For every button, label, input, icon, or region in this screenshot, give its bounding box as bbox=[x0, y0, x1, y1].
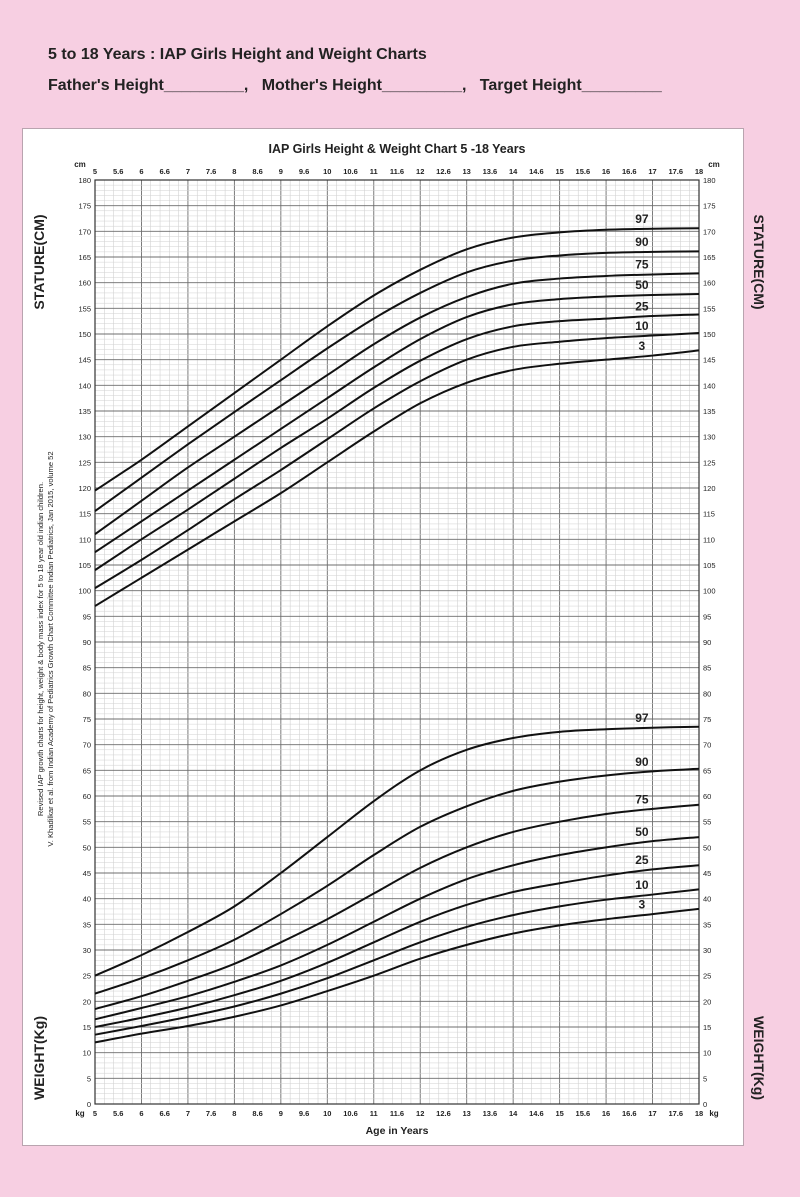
y-tick-label-left: 145 bbox=[78, 355, 91, 365]
chart-text bbox=[36, 142, 720, 1137]
y-tick-label-right: 25 bbox=[703, 971, 712, 981]
weight-label-p25: 25 bbox=[635, 853, 649, 868]
x-tick-label-bottom: 10 bbox=[323, 1109, 332, 1118]
y-tick-label-right: 170 bbox=[703, 227, 716, 237]
height-label-p10: 10 bbox=[635, 318, 649, 333]
x-tick-label-bottom: 7.6 bbox=[205, 1109, 217, 1118]
unit-label-bottom-right: kg bbox=[709, 1109, 719, 1118]
x-tick-label-bottom: 12.6 bbox=[436, 1109, 451, 1118]
y-tick-label-right: 10 bbox=[703, 1048, 712, 1058]
x-tick-label-bottom: 15 bbox=[555, 1109, 564, 1118]
x-tick-label-bottom: 16.6 bbox=[622, 1109, 637, 1118]
y-tick-label-left: 30 bbox=[82, 946, 91, 955]
y-tick-label-left: 95 bbox=[82, 612, 91, 622]
x-tick-label-bottom: 12 bbox=[416, 1109, 425, 1118]
y-tick-label-left: 50 bbox=[82, 843, 91, 853]
x-tick-label-top: 7.6 bbox=[205, 167, 217, 176]
y-tick-label-right: 35 bbox=[703, 920, 712, 930]
y-tick-label-left: 25 bbox=[82, 971, 91, 981]
y-tick-label-left: 5 bbox=[86, 1074, 91, 1084]
y-tick-label-left: 45 bbox=[82, 869, 91, 878]
y-tick-label-right: 70 bbox=[703, 740, 712, 750]
y-axis-label-weight-left: WEIGHT(Kg) bbox=[31, 1016, 47, 1100]
height-label-p25: 25 bbox=[635, 299, 649, 314]
y-tick-label-left: 40 bbox=[82, 894, 91, 904]
x-tick-label-top: 13.6 bbox=[482, 167, 498, 176]
y-tick-label-right: 5 bbox=[703, 1074, 708, 1084]
y-tick-label-left: 70 bbox=[82, 740, 91, 750]
x-tick-label-bottom: 7 bbox=[185, 1109, 191, 1118]
y-tick-label-left: 85 bbox=[82, 663, 91, 673]
y-tick-label-left: 100 bbox=[78, 586, 91, 596]
y-tick-label-left: 115 bbox=[79, 509, 91, 519]
y-tick-label-right: 155 bbox=[703, 304, 716, 314]
x-tick-label-bottom: 11.6 bbox=[389, 1109, 405, 1118]
y-tick-label-left: 80 bbox=[82, 689, 91, 699]
x-tick-label-bottom: 14.6 bbox=[529, 1109, 544, 1118]
x-tick-label-top: 14 bbox=[508, 167, 518, 176]
y-tick-label-right: 45 bbox=[703, 869, 712, 878]
weight-line-p75 bbox=[95, 805, 699, 1009]
y-tick-label-right: 105 bbox=[703, 561, 716, 570]
x-tick-label-bottom: 9 bbox=[278, 1109, 283, 1118]
y-tick-label-left: 130 bbox=[78, 432, 91, 442]
y-tick-label-left: 75 bbox=[82, 715, 91, 724]
height-line-p90 bbox=[95, 251, 699, 511]
x-tick-label-bottom: 5.6 bbox=[113, 1109, 124, 1118]
y-tick-label-right: 165 bbox=[703, 253, 716, 262]
x-tick-label-bottom: 8.6 bbox=[252, 1109, 263, 1118]
percentile-lines bbox=[95, 228, 699, 1042]
weight-label-p3: 3 bbox=[638, 897, 646, 912]
x-tick-label-top: 16.6 bbox=[622, 167, 637, 176]
height-label-p50: 50 bbox=[635, 278, 649, 293]
y-tick-label-right: 50 bbox=[703, 843, 712, 853]
y-tick-label-left: 120 bbox=[78, 484, 91, 493]
y-tick-label-right: 140 bbox=[703, 381, 716, 391]
y-tick-label-right: 135 bbox=[703, 407, 716, 416]
y-tick-label-right: 75 bbox=[703, 715, 712, 724]
x-tick-label-bottom: 11 bbox=[369, 1109, 378, 1118]
x-tick-label-top: 15.6 bbox=[575, 167, 591, 176]
weight-label-p97: 97 bbox=[635, 710, 649, 725]
y-tick-label-left: 90 bbox=[82, 638, 91, 647]
weight-label-p50: 50 bbox=[635, 824, 649, 839]
citation-line: V. Khadilkar et al. from Indian Academy of Pediatrics Growth Chart Committee Indian Pediatrics, Jan 2015, volume 52 bbox=[46, 451, 55, 847]
x-tick-label-top: 8.6 bbox=[252, 167, 263, 176]
y-tick-label-left: 15 bbox=[82, 1023, 91, 1032]
y-tick-label-right: 30 bbox=[703, 946, 712, 955]
y-tick-label-left: 170 bbox=[78, 227, 91, 237]
y-tick-label-right: 80 bbox=[703, 689, 712, 699]
y-tick-label-left: 160 bbox=[78, 278, 91, 288]
parent-height-fields: Father's Height_________, Mother's Height_________, Target Height_________ bbox=[48, 77, 662, 94]
x-tick-label-top: 8 bbox=[232, 167, 237, 176]
y-axis-label-stature-left: STATURE(CM) bbox=[31, 214, 47, 310]
height-label-p90: 90 bbox=[635, 234, 649, 249]
y-axis-label-stature-right: STATURE(CM) bbox=[751, 214, 767, 310]
y-tick-label-right: 130 bbox=[703, 432, 716, 442]
y-tick-label-left: 175 bbox=[78, 201, 91, 211]
x-tick-label-top: 11.6 bbox=[389, 167, 405, 176]
x-tick-label-bottom: 6.6 bbox=[159, 1109, 170, 1118]
y-tick-label-right: 95 bbox=[703, 612, 712, 622]
x-tick-label-top: 9 bbox=[278, 167, 283, 176]
y-tick-label-left: 125 bbox=[78, 458, 91, 468]
x-tick-label-bottom: 16 bbox=[601, 1109, 611, 1118]
height-line-p75 bbox=[95, 273, 699, 534]
y-tick-label-left: 150 bbox=[78, 330, 91, 339]
weight-line-p97 bbox=[95, 727, 699, 976]
x-tick-label-bottom: 6 bbox=[139, 1109, 144, 1118]
x-tick-label-top: 5 bbox=[92, 167, 98, 176]
x-tick-label-bottom: 13.6 bbox=[482, 1109, 498, 1118]
y-tick-label-right: 145 bbox=[703, 355, 716, 365]
y-axis-label-weight-right: WEIGHT(Kg) bbox=[751, 1016, 767, 1100]
y-tick-label-left: 165 bbox=[78, 253, 91, 262]
y-tick-label-right: 90 bbox=[703, 638, 712, 647]
x-tick-label-bottom: 5 bbox=[92, 1109, 98, 1118]
page-title: 5 to 18 Years : IAP Girls Height and Weight Charts bbox=[48, 46, 427, 63]
y-tick-label-left: 110 bbox=[79, 535, 91, 545]
x-tick-label-bottom: 9.6 bbox=[298, 1109, 310, 1118]
y-tick-label-right: 15 bbox=[703, 1023, 712, 1032]
y-tick-label-left: 155 bbox=[78, 304, 91, 314]
x-tick-label-top: 12 bbox=[416, 167, 425, 176]
citation-line: Revised IAP growth charts for height, weight & body mass index for 5 to 18 year old indian children. bbox=[36, 481, 45, 817]
unit-label-top-left: cm bbox=[74, 160, 86, 169]
y-tick-label-right: 125 bbox=[703, 458, 716, 468]
x-tick-label-bottom: 13 bbox=[462, 1109, 471, 1118]
y-tick-label-right: 120 bbox=[703, 484, 716, 493]
x-tick-label-bottom: 17.6 bbox=[668, 1109, 684, 1118]
y-tick-label-left: 60 bbox=[82, 792, 91, 801]
y-tick-label-left: 140 bbox=[78, 381, 91, 391]
y-tick-label-right: 0 bbox=[703, 1100, 708, 1109]
y-tick-label-left: 65 bbox=[82, 766, 91, 776]
y-tick-label-left: 135 bbox=[78, 407, 91, 416]
y-tick-label-left: 105 bbox=[78, 561, 91, 570]
x-tick-label-top: 5.6 bbox=[113, 167, 124, 176]
x-tick-label-top: 10 bbox=[323, 167, 332, 176]
chart-panel bbox=[22, 128, 744, 1146]
x-tick-label-top: 13 bbox=[462, 167, 471, 176]
x-tick-label-top: 7 bbox=[185, 167, 191, 176]
x-tick-label-top: 15 bbox=[555, 167, 564, 176]
x-tick-label-bottom: 8 bbox=[232, 1109, 237, 1118]
x-tick-label-top: 12.6 bbox=[436, 167, 451, 176]
x-tick-label-bottom: 17 bbox=[648, 1109, 657, 1118]
x-tick-label-bottom: 10.6 bbox=[343, 1109, 358, 1118]
y-tick-label-left: 20 bbox=[82, 997, 91, 1007]
x-tick-label-top: 10.6 bbox=[343, 167, 358, 176]
x-tick-label-top: 6.6 bbox=[159, 167, 170, 176]
y-tick-label-right: 110 bbox=[703, 535, 715, 545]
y-tick-label-right: 180 bbox=[703, 176, 716, 185]
weight-label-p10: 10 bbox=[635, 878, 649, 893]
unit-label-top-right: cm bbox=[708, 160, 720, 169]
y-tick-label-left: 55 bbox=[82, 817, 91, 827]
y-tick-label-right: 100 bbox=[703, 586, 716, 596]
y-tick-label-right: 20 bbox=[703, 997, 712, 1007]
y-tick-label-left: 0 bbox=[86, 1100, 91, 1109]
x-tick-label-top: 14.6 bbox=[529, 167, 544, 176]
y-tick-label-right: 150 bbox=[703, 330, 716, 339]
height-label-p75: 75 bbox=[635, 257, 649, 272]
chart-title: IAP Girls Height & Weight Chart 5 -18 Years bbox=[268, 142, 526, 156]
x-tick-label-top: 11 bbox=[369, 167, 378, 176]
growth-chart bbox=[23, 129, 743, 1145]
x-tick-label-bottom: 15.6 bbox=[575, 1109, 591, 1118]
y-tick-label-left: 10 bbox=[82, 1048, 91, 1058]
y-tick-label-right: 60 bbox=[703, 792, 712, 801]
height-label-p97: 97 bbox=[635, 211, 649, 226]
y-tick-label-right: 85 bbox=[703, 663, 712, 673]
x-axis-label: Age in Years bbox=[365, 1125, 429, 1137]
unit-label-bottom-left: kg bbox=[75, 1109, 85, 1118]
x-tick-label-top: 6 bbox=[139, 167, 144, 176]
y-tick-label-right: 55 bbox=[703, 817, 712, 827]
y-tick-label-left: 35 bbox=[82, 920, 91, 930]
weight-line-p50 bbox=[95, 837, 699, 1019]
x-tick-label-top: 18 bbox=[694, 167, 704, 176]
x-tick-label-bottom: 18 bbox=[694, 1109, 704, 1118]
height-label-p3: 3 bbox=[638, 338, 646, 353]
y-tick-label-right: 65 bbox=[703, 766, 712, 776]
y-tick-label-left: 180 bbox=[78, 176, 91, 185]
weight-label-p90: 90 bbox=[635, 754, 649, 769]
x-tick-label-top: 16 bbox=[601, 167, 611, 176]
weight-label-p75: 75 bbox=[635, 792, 649, 807]
weight-line-p25 bbox=[95, 865, 699, 1027]
height-line-p3 bbox=[95, 350, 699, 606]
y-tick-label-right: 40 bbox=[703, 894, 712, 904]
y-tick-label-right: 160 bbox=[703, 278, 716, 288]
x-tick-label-top: 17.6 bbox=[668, 167, 684, 176]
x-tick-label-top: 9.6 bbox=[298, 167, 310, 176]
y-tick-label-right: 115 bbox=[703, 509, 715, 519]
y-tick-label-right: 175 bbox=[703, 201, 716, 211]
x-tick-label-top: 17 bbox=[648, 167, 657, 176]
x-tick-label-bottom: 14 bbox=[508, 1109, 518, 1118]
